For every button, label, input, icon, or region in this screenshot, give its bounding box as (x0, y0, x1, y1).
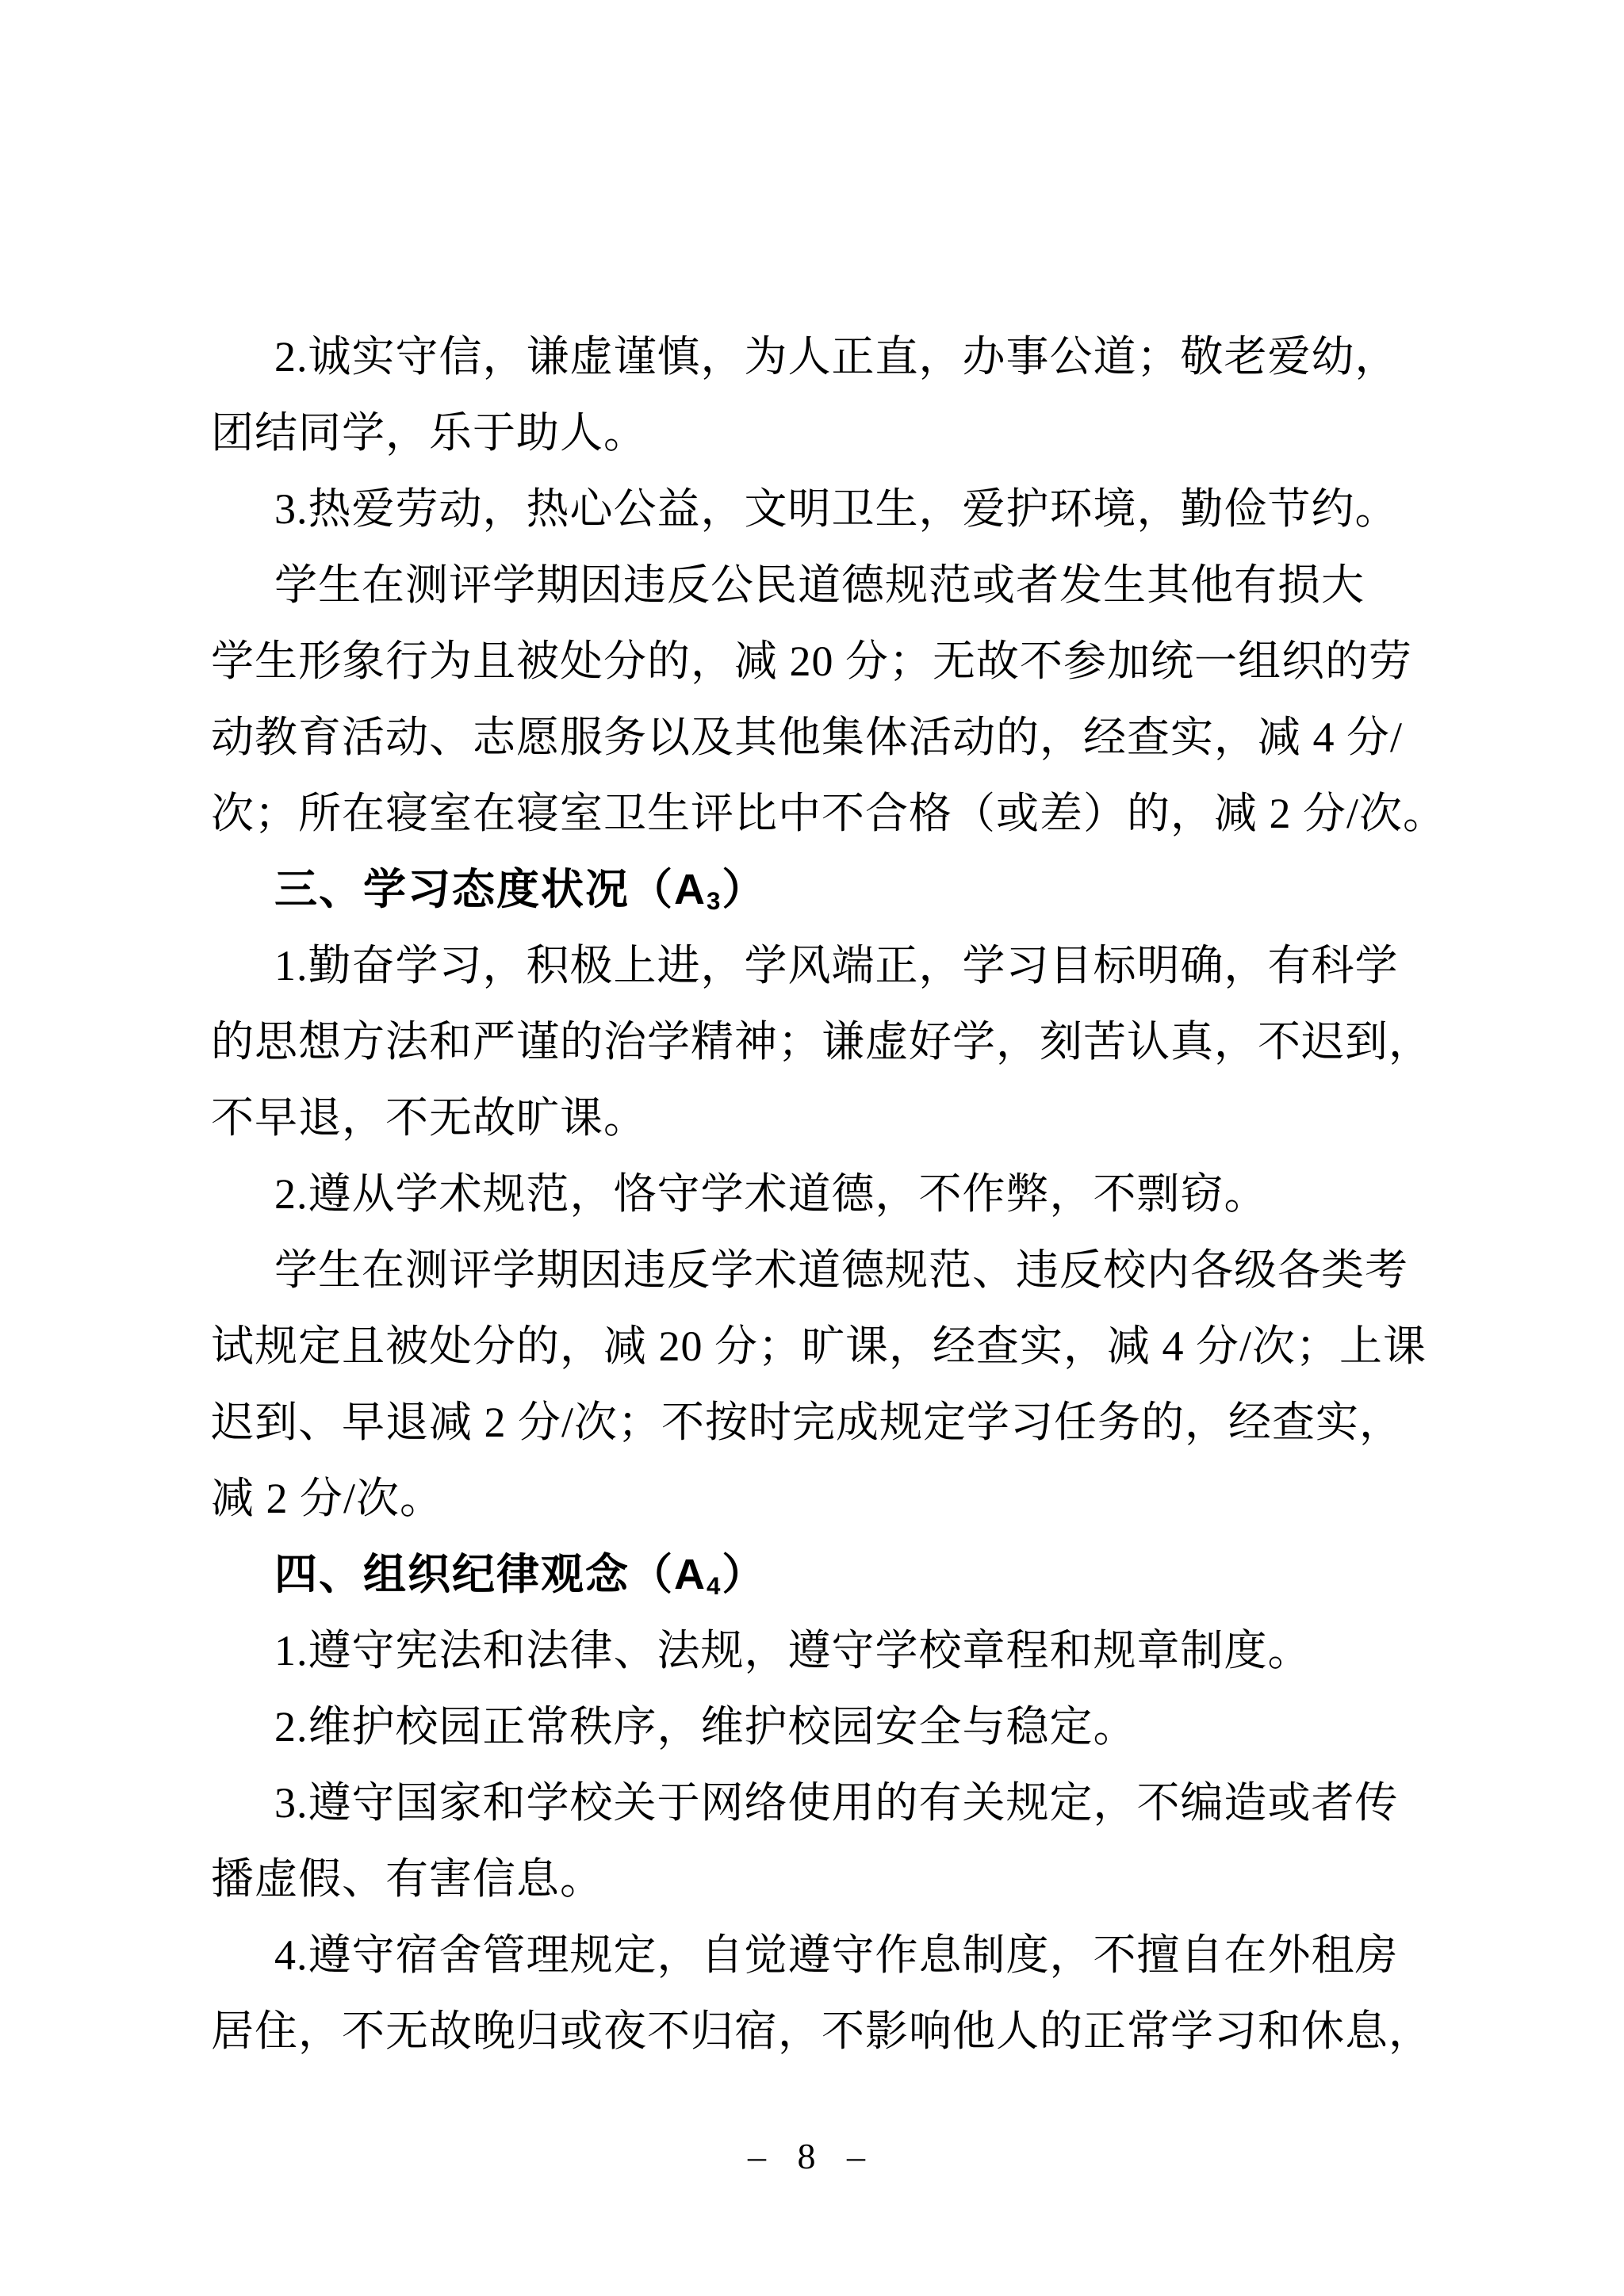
body-text-line (211, 1080, 1424, 1156)
body-text-line (211, 1156, 1424, 1232)
body-text-line (211, 623, 1424, 699)
body-text-line (211, 1308, 1427, 1384)
line-text: 学生形象行为且被处分的，减 20 分；无故不参加统一组织的劳 (211, 637, 1412, 685)
document-body (211, 319, 1447, 2069)
line-text: 居住，不无故晚归或夜不归宿，不影响他人的正常学习和休息， (211, 2007, 1432, 2055)
line-text-after-subscript: ） (722, 1551, 767, 1598)
body-text-line (211, 699, 1424, 775)
line-text: 2.维护校园正常秩序，维护校园安全与稳定。 (274, 1703, 1137, 1751)
line-text: 三、学习态度状况（A (274, 866, 707, 913)
line-text: 动教育活动、志愿服务以及其他集体活动的，经查实，减 4 分/ (211, 714, 1404, 761)
line-text-after-subscript: ） (722, 866, 767, 913)
page-footer (0, 2118, 1624, 2195)
body-text-line (211, 1917, 1424, 1993)
body-text-line (211, 1004, 1432, 1080)
line-text: 团结同学，乐于助人。 (211, 409, 647, 457)
body-text-line (211, 1613, 1424, 1689)
body-text-line (211, 1384, 1424, 1460)
line-text: 播虚假、有害信息。 (211, 1855, 603, 1903)
body-text-line (211, 395, 1424, 471)
line-text: 2.遵从学术规范，恪守学术道德，不作弊，不剽窃。 (274, 1170, 1268, 1218)
body-text-line (211, 1993, 1432, 2069)
body-text-line (211, 1460, 1424, 1536)
line-text: 3.遵守国家和学校关于网络使用的有关规定，不编造或者传 (274, 1779, 1399, 1827)
line-text: 2.诚实守信，谦虚谨慎，为人正直，办事公道；敬老爱幼， (274, 333, 1399, 381)
body-text-line (211, 1841, 1424, 1917)
section-heading (211, 851, 1424, 928)
line-text: 减 2 分/次。 (211, 1475, 444, 1522)
body-text-line (211, 547, 1424, 623)
line-text: 1.勤奋学习，积极上进，学风端正，学习目标明确，有科学 (274, 942, 1399, 989)
line-text: 试规定且被处分的，减 20 分；旷课，经查实，减 4 分/次；上课 (211, 1322, 1427, 1370)
heading-subscript: 4 (707, 1571, 722, 1600)
body-text-line (211, 471, 1424, 547)
body-text-line (211, 1689, 1424, 1765)
line-text: 学生在测评学期因违反公民道德规范或者发生其他有损大 (274, 561, 1365, 609)
line-text: 迟到、早退减 2 分/次；不按时完成规定学习任务的，经查实， (211, 1399, 1404, 1446)
line-text: 4.遵守宿舍管理规定，自觉遵守作息制度，不擅自在外租房 (274, 1931, 1399, 1979)
page-number: – 8 – (748, 2136, 876, 2176)
body-text-line (211, 1765, 1424, 1841)
body-text-line (211, 319, 1424, 395)
body-text-line (211, 928, 1424, 1004)
section-heading (211, 1536, 1424, 1613)
line-text: 四、组织纪律观念（A (274, 1551, 707, 1598)
heading-subscript: 3 (707, 886, 722, 915)
line-text: 次；所在寝室在寝室卫生评比中不合格（或差）的，减 2 分/次。 (211, 790, 1447, 837)
body-text-line (211, 775, 1447, 851)
line-text: 学生在测评学期因违反学术道德规范、违反校内各级各类考 (274, 1246, 1408, 1294)
body-text-line (211, 1232, 1424, 1308)
line-text: 1.遵守宪法和法律、法规，遵守学校章程和规章制度。 (274, 1627, 1312, 1674)
line-text: 不早退，不无故旷课。 (211, 1094, 647, 1142)
line-text: 3.热爱劳动，热心公益，文明卫生，爱护环境，勤俭节约。 (274, 485, 1399, 533)
line-text: 的思想方法和严谨的治学精神；谦虚好学，刻苦认真，不迟到， (211, 1018, 1432, 1066)
